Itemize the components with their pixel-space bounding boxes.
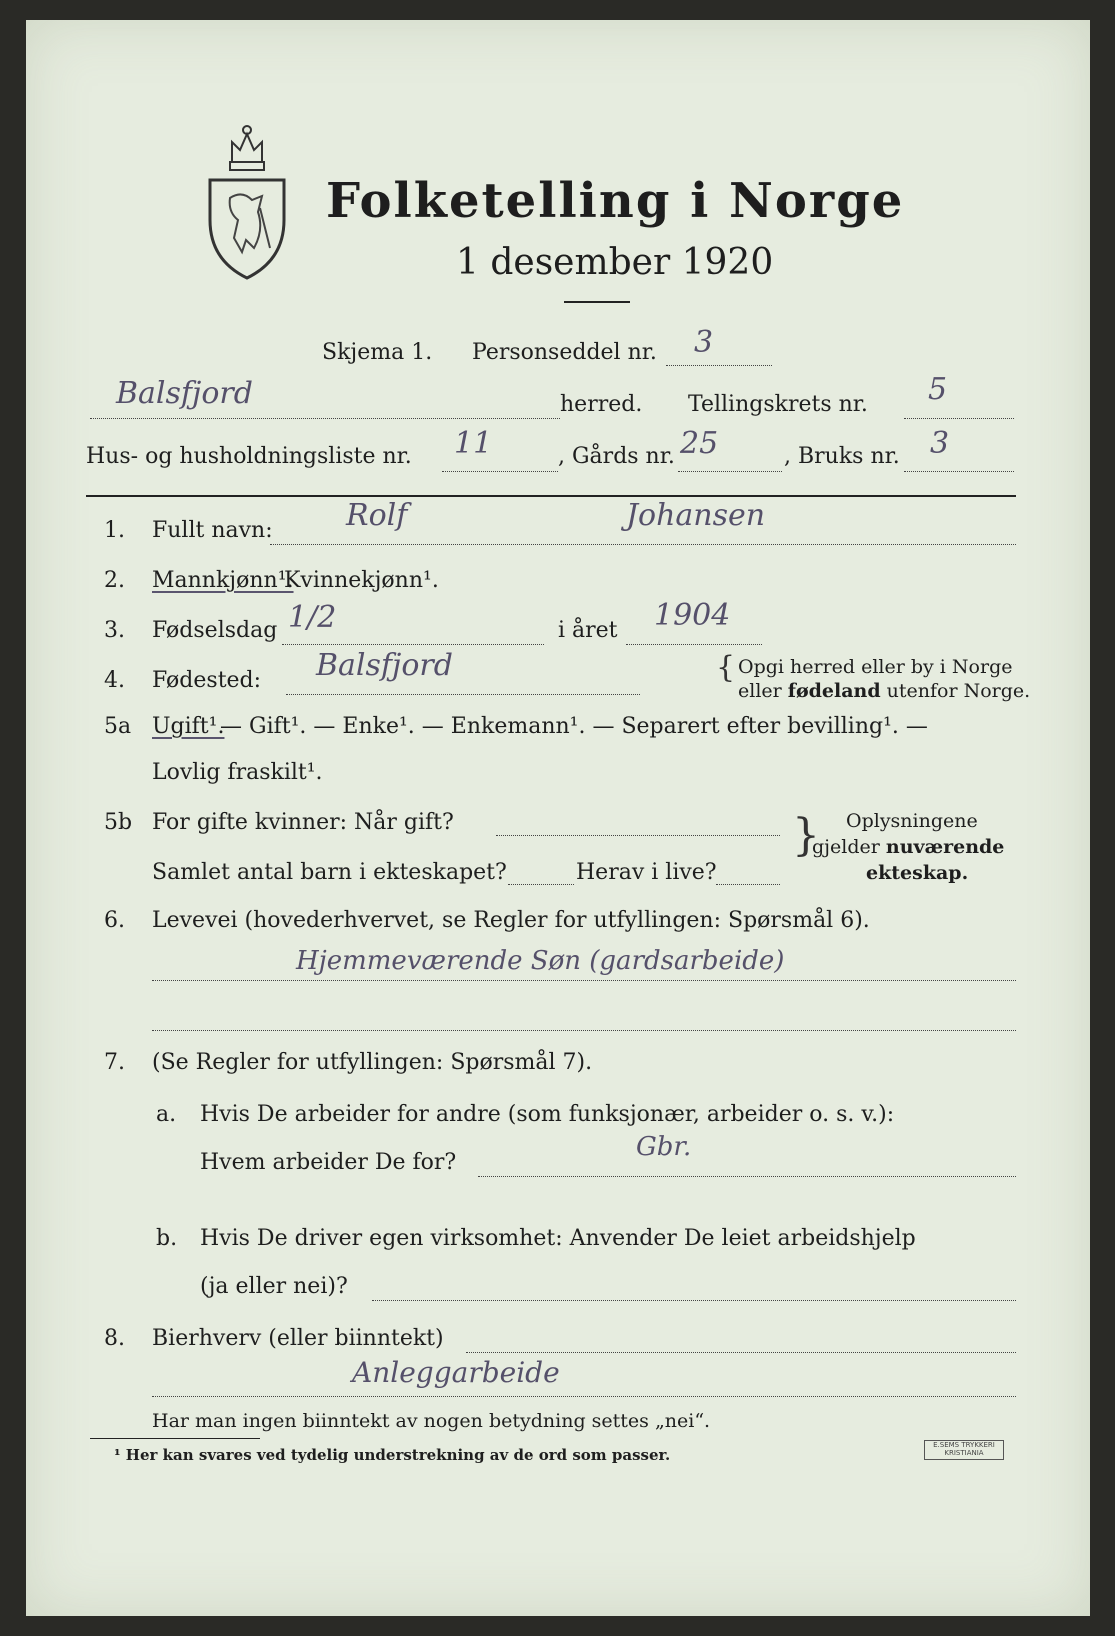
gards-label: , Gårds nr. [558, 444, 675, 469]
gards-value[interactable]: 25 [680, 426, 719, 461]
census-form [26, 20, 1090, 1616]
q6-occupation-value[interactable]: Hjemmeværende Søn (gardsarbeide) [296, 946, 785, 976]
q4-note-line2: eller fødeland utenfor Norge. [738, 680, 1031, 702]
q1-number: 1. [104, 518, 125, 543]
tellingskrets-line [904, 418, 1014, 419]
hus-value[interactable]: 11 [454, 426, 493, 461]
q5a-number: 5a [104, 714, 132, 739]
hus-label: Hus- og husholdningsliste nr. [86, 444, 412, 469]
printer-stamp: E.SEMS TRYKKERI KRISTIANIA [924, 1440, 1004, 1460]
q5b-brace: } [792, 810, 820, 861]
q7b-letter: b. [156, 1226, 178, 1251]
q5b-note-line3: ekteskap. [866, 862, 969, 884]
q8-number: 8. [104, 1326, 125, 1351]
census-date: 1 desember 1920 [456, 242, 774, 283]
q8-line1 [466, 1352, 1016, 1353]
q5b-alive-line [716, 884, 780, 885]
q6-line1 [152, 980, 1016, 981]
q3-day-line [282, 644, 544, 645]
q1-first-name[interactable]: Rolf [346, 498, 408, 533]
q5b-children-line [508, 884, 574, 885]
bruks-line [904, 471, 1014, 472]
q7b-line [372, 1300, 1016, 1301]
q7a-question: Hvem arbeider De for? [200, 1150, 457, 1175]
q6-number: 6. [104, 908, 125, 933]
q5b-note-line1: Oplysningene [846, 810, 978, 832]
q1-line [270, 544, 1016, 545]
q4-brace: { [716, 650, 736, 685]
title-divider [564, 301, 630, 303]
q4-number: 4. [104, 668, 125, 693]
q7a-line [478, 1176, 1016, 1177]
footnote-divider [90, 1438, 260, 1439]
q5a-ugift-option[interactable]: Ugift¹. [152, 714, 225, 739]
norway-coat-of-arms-icon [202, 120, 292, 280]
herred-label: herred. [560, 392, 643, 417]
q1-last-name[interactable]: Johansen [626, 498, 766, 533]
q8-label: Bierhverv (eller biinntekt) [152, 1326, 444, 1351]
q5b-married-line [496, 835, 780, 836]
q5b-alive-label: Herav i live? [576, 860, 717, 885]
q7-number: 7. [104, 1050, 125, 1075]
q8-side-income-value[interactable]: Anleggarbeide [352, 1356, 560, 1389]
q6-label: Levevei (hovederhvervet, se Regler for utfyllingen: Spørsmål 6). [152, 908, 870, 933]
q3-year-label: i året [558, 618, 618, 643]
q8-line2 [152, 1396, 1016, 1397]
q7a-employer-value[interactable]: Gbr. [636, 1132, 692, 1162]
q3-year-line [626, 644, 762, 645]
header-divider [86, 495, 1016, 497]
footnote: ¹ Her kan svares ved tydelig understrekning av de ord som passer. [114, 1446, 671, 1464]
herred-value[interactable]: Balsfjord [116, 376, 253, 411]
q7b-question: (ja eller nei)? [200, 1274, 348, 1299]
q3-year-value[interactable]: 1904 [654, 598, 731, 633]
form-title: Folketelling i Norge [326, 173, 905, 229]
q3-number: 3. [104, 618, 125, 643]
tellingskrets-value[interactable]: 5 [928, 372, 948, 407]
q4-birthplace-value[interactable]: Balsfjord [316, 648, 453, 683]
q7b-text: Hvis De driver egen virksomhet: Anvender De leiet arbeidshjelp [200, 1226, 916, 1251]
schema-label: Skjema 1. [322, 340, 433, 365]
q6-line2 [152, 1030, 1016, 1031]
q1-label: Fullt navn: [152, 518, 273, 543]
q3-birthday-value[interactable]: 1/2 [288, 600, 337, 635]
bruks-value[interactable]: 3 [930, 426, 950, 461]
q5a-fraskilt-option[interactable]: Lovlig fraskilt¹. [152, 760, 323, 785]
hus-line [442, 471, 558, 472]
q5b-children-label: Samlet antal barn i ekteskapet? [152, 860, 507, 885]
q2-male-option[interactable]: Mannkjønn¹. [152, 568, 294, 593]
q7a-letter: a. [156, 1102, 177, 1127]
q5b-label: For gifte kvinner: Når gift? [152, 810, 454, 835]
q3-label: Fødselsdag [152, 618, 278, 643]
gards-line [678, 471, 782, 472]
q7-label: (Se Regler for utfyllingen: Spørsmål 7). [152, 1050, 593, 1075]
personseddel-line [666, 365, 772, 366]
q2-female-option[interactable]: Kvinnekjønn¹. [284, 568, 439, 593]
q2-number: 2. [104, 568, 125, 593]
herred-line [90, 418, 560, 419]
q5b-note-line2: gjelder nuværende [812, 836, 1005, 858]
q7a-text: Hvis De arbeider for andre (som funksjonær, arbeider o. s. v.): [200, 1102, 895, 1127]
q8-note: Har man ingen biinntekt av nogen betydning settes „nei“. [152, 1410, 711, 1432]
q5a-other-options[interactable]: — Gift¹. — Enke¹. — Enkemann¹. — Separert efter bevilling¹. — [220, 714, 928, 739]
bruks-label: , Bruks nr. [784, 444, 900, 469]
q5b-number: 5b [104, 810, 133, 835]
tellingskrets-label: Tellingskrets nr. [688, 392, 868, 417]
q4-note-line1: Opgi herred eller by i Norge [738, 656, 1013, 678]
q4-line [286, 694, 640, 695]
personseddel-value[interactable]: 3 [694, 325, 714, 360]
q4-label: Fødested: [152, 668, 262, 693]
personseddel-label: Personseddel nr. [472, 340, 657, 365]
